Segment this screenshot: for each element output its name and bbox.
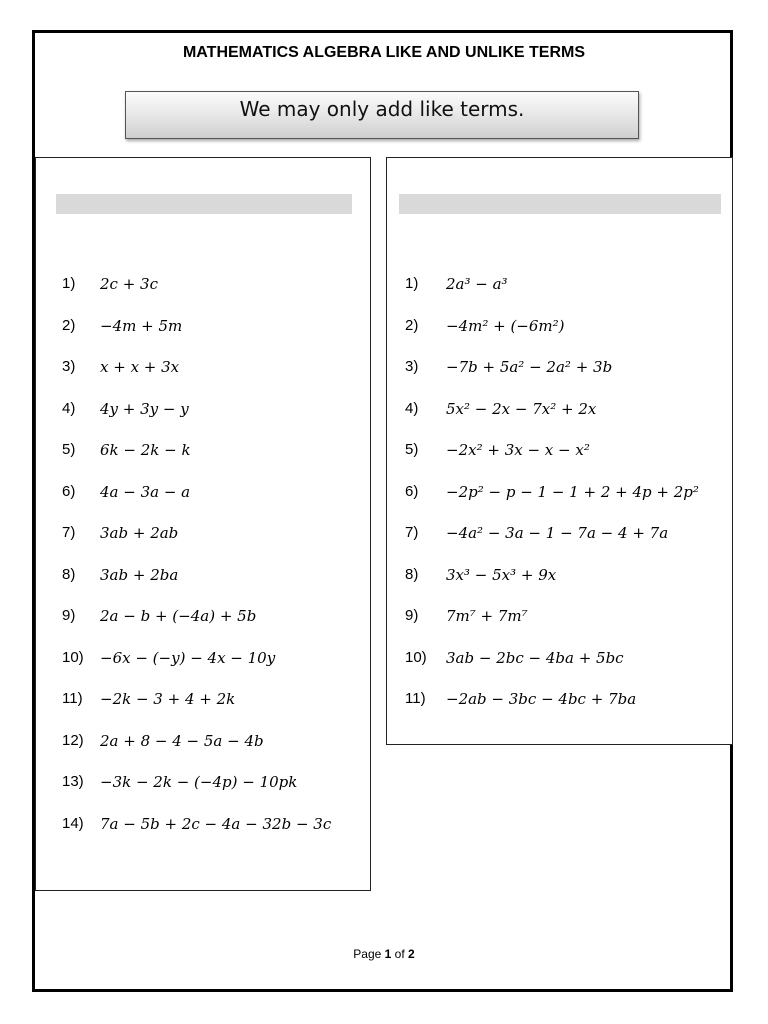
exercise-expression: 3ab + 2ba: [100, 565, 179, 584]
exercise-number: 7): [405, 524, 419, 541]
left-header-bar: [56, 194, 352, 214]
exercise-number: 12): [62, 731, 84, 749]
footer-total-pages: 2: [408, 947, 415, 961]
exercise-number: 4): [62, 399, 76, 417]
exercise-number: 2): [405, 316, 419, 334]
exercise-expression: −2x² + 3x − x − x²: [446, 441, 590, 459]
exercise-number: 6): [405, 482, 419, 500]
left-exercise-panel: [35, 157, 371, 891]
exercise-number: 8): [405, 565, 419, 583]
exercise-expression: −2k − 3 + 4 + 2k: [100, 690, 236, 708]
exercise-expression: 2a³ − a³: [446, 275, 508, 293]
exercise-expression: 7m⁷ + 7m⁷: [446, 607, 528, 625]
exercise-expression: 4y + 3y − y: [100, 399, 189, 418]
exercise-number: 3): [405, 358, 419, 375]
exercise-expression: 4a − 3a − a: [100, 482, 191, 501]
exercise-expression: −4m + 5m: [100, 316, 183, 335]
exercise-expression: x + x + 3x: [100, 358, 180, 376]
exercise-expression: 2a + 8 − 4 − 5a − 4b: [100, 731, 264, 750]
exercise-number: 9): [405, 607, 419, 624]
exercise-number: 11): [62, 690, 83, 707]
right-exercise-panel: [386, 157, 733, 745]
footer-current-page: 1: [384, 947, 392, 961]
exercise-number: 13): [62, 773, 84, 790]
exercise-expression: −7b + 5a² − 2a² + 3b: [446, 358, 613, 376]
footer-prefix: Page: [353, 947, 382, 961]
exercise-number: 5): [62, 441, 76, 458]
exercise-number: 8): [62, 565, 76, 583]
exercise-expression: 7a − 5b + 2c − 4a − 32b − 3c: [100, 814, 332, 833]
exercise-expression: 5x² − 2x − 7x² + 2x: [446, 399, 597, 418]
exercise-expression: 3ab − 2bc − 4ba + 5bc: [446, 648, 624, 667]
footer-of: of: [394, 947, 405, 961]
exercise-number: 1): [405, 275, 419, 292]
exercise-expression: 3ab + 2ab: [100, 524, 179, 542]
exercise-expression: −6x − (−y) − 4x − 10y: [100, 648, 276, 667]
exercise-expression: −4m² + (−6m²): [446, 316, 565, 335]
exercise-number: 3): [62, 358, 76, 375]
exercise-expression: −3k − 2k − (−4p) − 10pk: [100, 773, 298, 791]
exercise-number: 10): [405, 648, 427, 666]
exercise-expression: −2p² − p − 1 − 1 + 2 + 4p + 2p²: [446, 482, 699, 501]
exercise-expression: −4a² − 3a − 1 − 7a − 4 + 7a: [446, 524, 669, 542]
exercise-number: 1): [62, 275, 76, 292]
exercise-number: 9): [62, 607, 76, 624]
page-footer: [32, 947, 736, 961]
exercise-expression: 2c + 3c: [100, 275, 158, 293]
exercise-expression: 3x³ − 5x³ + 9x: [446, 565, 557, 584]
exercise-number: 4): [405, 399, 419, 417]
exercise-number: 6): [62, 482, 76, 500]
page-title: MATHEMATICS ALGEBRA LIKE AND UNLIKE TERMS: [182, 44, 586, 61]
exercise-expression: −2ab − 3bc − 4bc + 7ba: [446, 690, 637, 708]
exercise-expression: 2a − b + (−4a) + 5b: [100, 607, 257, 625]
exercise-number: 11): [405, 690, 426, 707]
exercise-number: 14): [62, 814, 84, 832]
exercise-number: 5): [405, 441, 419, 458]
exercise-number: 10): [62, 648, 84, 666]
exercise-number: 7): [62, 524, 76, 541]
exercise-number: 2): [62, 316, 76, 334]
exercise-expression: 6k − 2k − k: [100, 441, 191, 459]
banner: We may only add like terms.: [125, 91, 639, 139]
right-header-bar: [399, 194, 721, 214]
